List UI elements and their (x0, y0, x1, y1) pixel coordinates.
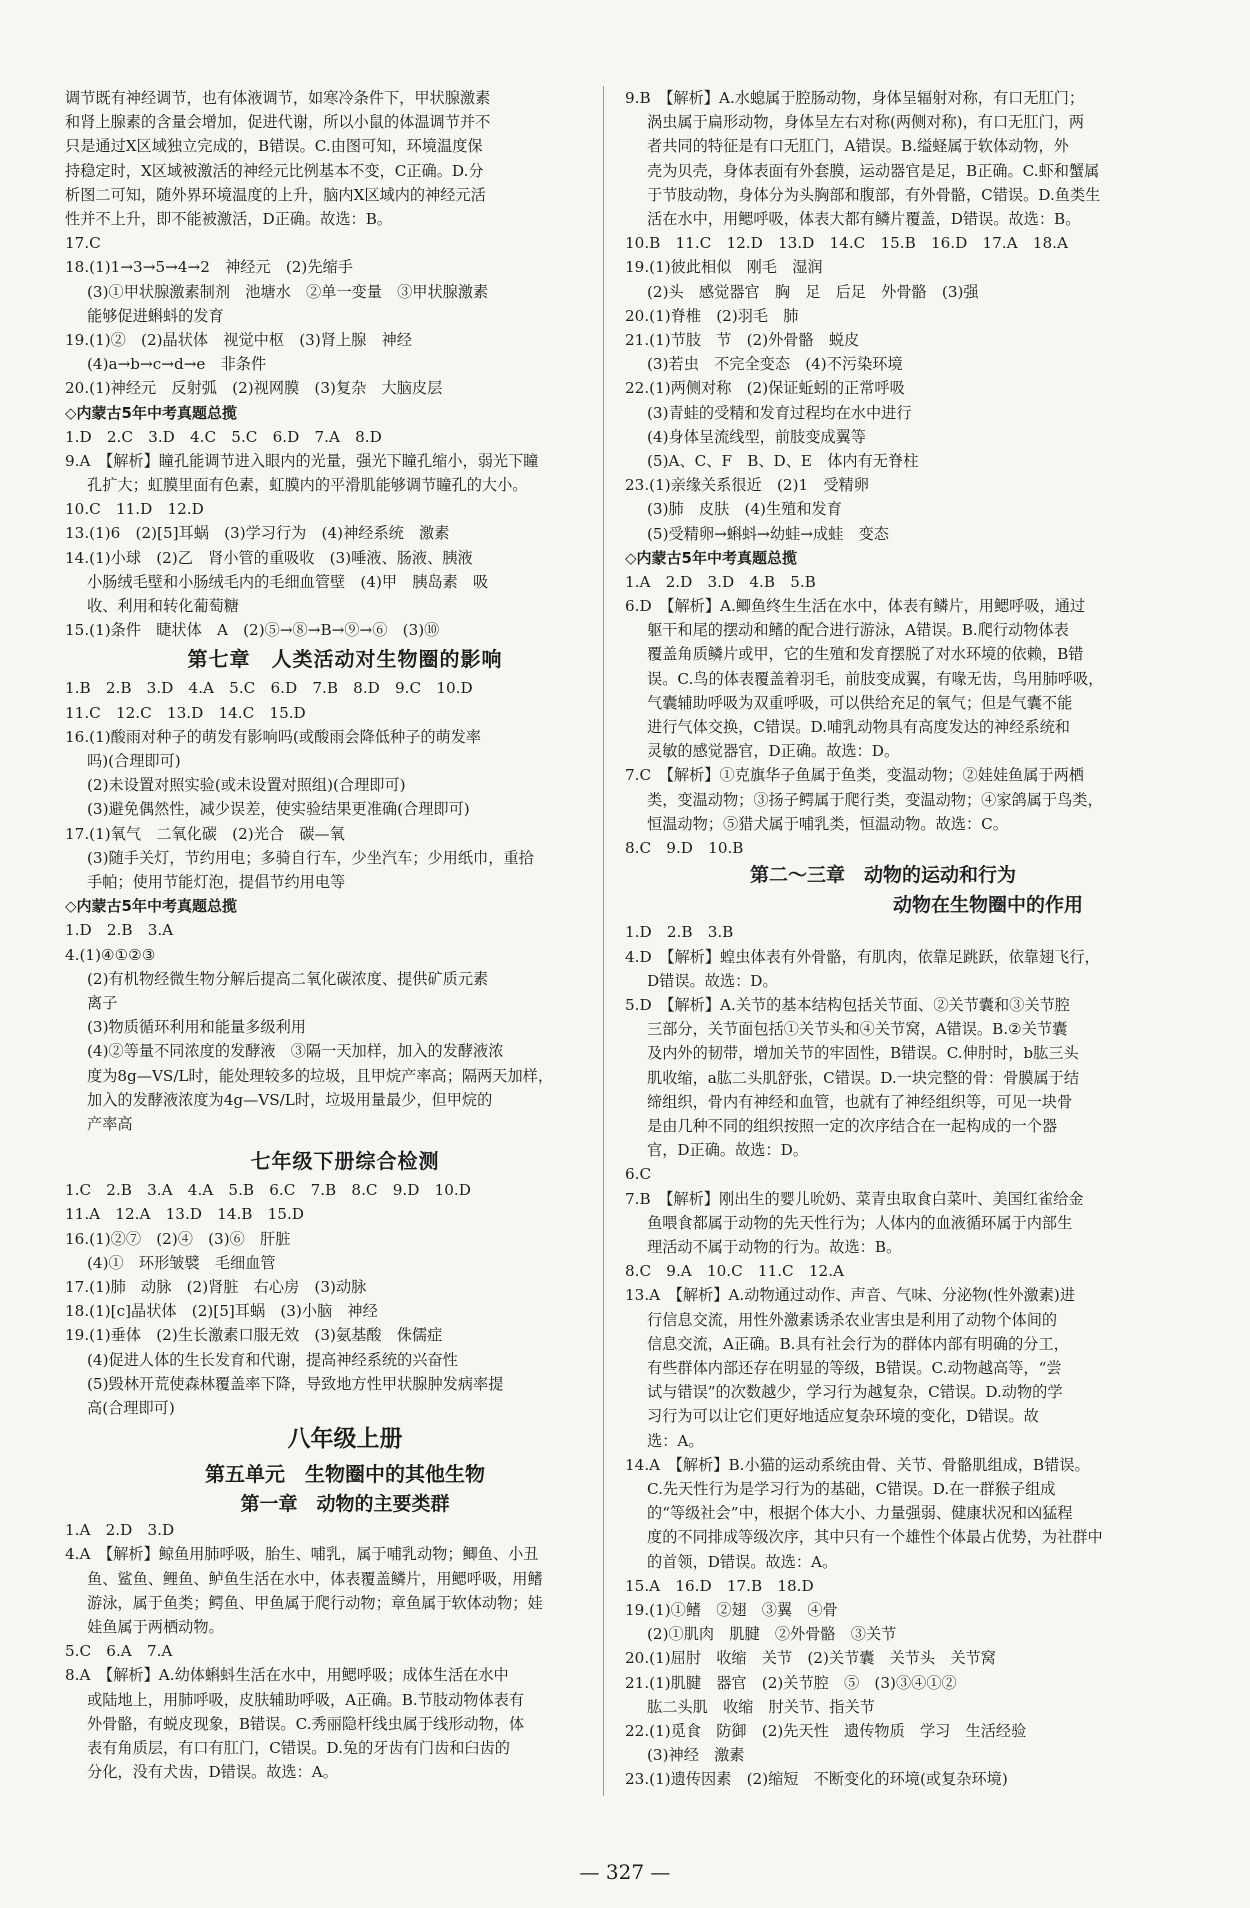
answer-line-indented: 高(合理即可) (87, 1398, 175, 1417)
answer-line-indented: (4)②等量不同浓度的发酵液 ③隔一天加样，加入的发酵液浓 (87, 1042, 504, 1061)
answer-line: 1.B 2.B 3.D 4.A 5.C 6.D 7.B 8.D 9.C 10.D (65, 679, 473, 698)
answer-line: 1.C 2.B 3.A 4.A 5.B 6.C 7.B 8.C 9.D 10.D (65, 1181, 471, 1200)
answer-column-right (625, 86, 1185, 1792)
answer-line-indented: 离子 (87, 993, 118, 1012)
answer-line: 19.(1)彼此相似 刚毛 湿润 (625, 258, 823, 277)
answer-line: 6.C (625, 1165, 652, 1184)
answer-line-indented: (4)a→b→c→d→e 非条件 (87, 355, 267, 374)
answer-line: 20.(1)屈肘 收缩 关节 (2)关节囊 关节头 关节窝 (625, 1649, 996, 1668)
answer-line-indented: 分化，没有犬齿，D错误。故选：A。 (87, 1763, 338, 1782)
answer-line-indented: 手帕；使用节能灯泡，提倡节约用电等 (87, 873, 346, 892)
answer-line: 11.A 12.A 13.D 14.B 15.D (65, 1205, 304, 1224)
answer-line: 只是通过X区域独立完成的，B错误。C.由图可知，环境温度保 (65, 137, 483, 156)
answer-line: 5.C 6.A 7.A (65, 1642, 173, 1661)
answer-line: 22.(1)两侧对称 (2)保证蚯蚓的正常呼吸 (625, 379, 905, 398)
answer-line: 17.(1)氧气 二氧化碳 (2)光合 碳—氧 (65, 824, 345, 843)
chapter-heading: 七年级下册综合检测 (250, 1149, 440, 1174)
answer-line: 8.C 9.A 10.C 11.C 12.A (625, 1262, 844, 1281)
answer-line: 20.(1)神经元 反射弧 (2)视网膜 (3)复杂 大脑皮层 (65, 379, 443, 398)
answer-line-indented: (3)肺 皮肤 (4)生殖和发育 (647, 500, 842, 519)
answer-line-indented: 恒温动物；⑤猎犬属于哺乳类，恒温动物。故选：C。 (647, 814, 1008, 833)
answer-line-indented: 加入的发酵液浓度为4g—VS/L时，垃圾用量最少，但甲烷的 (87, 1090, 493, 1109)
answer-line: 23.(1)遗传因素 (2)缩短 不断变化的环境(或复杂环境) (625, 1770, 1008, 1789)
answer-line-indented: 孔扩大；虹膜里面有色素，虹膜内的平滑肌能够调节瞳孔的大小。 (87, 476, 528, 495)
answer-line: 和肾上腺素的含量会增加，促进代谢，所以小鼠的体温调节并不 (65, 113, 491, 132)
answer-line-indented: 类，变温动物；③扬子鳄属于爬行类，变温动物；④家鸽属于鸟类， (647, 790, 1103, 809)
answer-line-indented: (4)身体呈流线型，前肢变成翼等 (647, 427, 866, 446)
answer-line-indented: 于节肢动物，身体分为头胸部和腹部，有外骨骼，C错误。D.鱼类生 (647, 185, 1101, 204)
answer-line: 性并不上升，即不能被激活，D正确。故选：B。 (65, 210, 393, 229)
answer-line: 20.(1)脊椎 (2)羽毛 肺 (625, 306, 799, 325)
answer-line-indented: 理活动不属于动物的行为。故选：B。 (647, 1237, 902, 1256)
answer-line-indented: 及内外的韧带，增加关节的牢固性，B错误。C.伸肘时，b肱三头 (647, 1044, 1079, 1063)
answer-line-indented: (2)未设置对照实验(或未设置对照组)(合理即可) (87, 776, 406, 795)
exam-section-heading: ◇内蒙古5年中考真题总揽 (65, 403, 237, 422)
answer-line-indented: C.先天性行为是学习行为的基础，C错误。D.在一群猴子组成 (647, 1479, 1056, 1498)
answer-line: 6.D 【解析】A.鲫鱼终生生活在水中，体表有鳞片，用鳃呼吸，通过 (625, 597, 1086, 616)
column-divider (603, 86, 604, 1796)
chapter-heading: 第二～三章 动物的运动和行为 (750, 864, 1017, 887)
answer-line: 10.B 11.C 12.D 13.D 14.C 15.B 16.D 17.A 18.A (625, 234, 1068, 253)
answer-line-indented: 度为8g—VS/L时，能处理较多的垃圾，且甲烷产率高；隔两天加样， (87, 1066, 554, 1085)
answer-line: 7.C 【解析】①克旗华子鱼属于鱼类，变温动物；②娃娃鱼属于两栖 (625, 766, 1084, 785)
answer-line: 19.(1)② (2)晶状体 视觉中枢 (3)肾上腺 神经 (65, 331, 412, 350)
answer-line-indented: 误。C.鸟的体表覆盖着羽毛，前肢变成翼，有喙无齿，鸟用肺呼吸， (647, 669, 1104, 688)
answer-line-indented: (5)毁林开荒使森林覆盖率下降，导致地方性甲状腺肿发病率提 (87, 1374, 504, 1393)
answer-line: 8.A 【解析】A.幼体蝌蚪生活在水中，用鳃呼吸；成体生活在水中 (65, 1666, 509, 1685)
answer-line-indented: 三部分，关节面包括①关节头和④关节窝，A错误。B.②关节囊 (647, 1020, 1068, 1039)
spacer (65, 1136, 625, 1144)
answer-line: 5.D 【解析】A.关节的基本结构包括关节面、②关节囊和③关节腔 (625, 995, 1070, 1014)
answer-line: 21.(1)肌腱 器官 (2)关节腔 ⑤ (3)③④①② (625, 1673, 957, 1692)
answer-line-indented: 肱二头肌 收缩 肘关节、指关节 (647, 1697, 875, 1716)
answer-line-indented: 灵敏的感觉器官，D正确。故选：D。 (647, 742, 900, 761)
answer-line-indented: 或陆地上，用肺呼吸，皮肤辅助呼吸，A正确。B.节肢动物体表有 (87, 1690, 525, 1709)
chapter-subheading: 第一章 动物的主要类群 (240, 1493, 450, 1516)
answer-line-indented: 表有角质层，有口有肛门，C错误。D.兔的牙齿有门齿和臼齿的 (87, 1738, 510, 1757)
answer-line: 22.(1)觅食 防御 (2)先天性 遗传物质 学习 生活经验 (625, 1722, 1027, 1740)
answer-line-indented: 选：A。 (647, 1431, 704, 1450)
answer-line: 15.A 16.D 17.B 18.D (625, 1576, 814, 1595)
answer-line-indented: 度的不同排成等级次序，其中只有一个雄性个体最占优势，为社群中 (647, 1528, 1103, 1547)
answer-line: 18.(1)[c]晶状体 (2)[5]耳蜗 (3)小脑 神经 (65, 1302, 378, 1321)
answer-line: 1.A 2.D 3.D 4.B 5.B (625, 572, 816, 591)
answer-line-indented: 气囊辅助呼吸为双重呼吸，可以供给充足的氧气；但是气囊不能 (647, 693, 1073, 712)
answer-line-indented: 习行为可以让它们更好地适应复杂环境的变化，D错误。故 (647, 1407, 1039, 1426)
answer-line-indented: 有些群体内部还存在明显的等级，B错误。C.动物越高等，“尝 (647, 1358, 1062, 1377)
answer-line-indented: 收、利用和转化葡萄糖 (87, 597, 239, 616)
answer-line: 19.(1)垂体 (2)生长激素口服无效 (3)氨基酸 侏儒症 (65, 1326, 443, 1345)
answer-line: 13.A 【解析】A.动物通过动作、声音、气味、分泌物(性外激素)进 (625, 1286, 1076, 1305)
answer-line: 4.D 【解析】蝗虫体表有外骨骼，有肌肉，依靠足跳跃，依靠翅飞行， (625, 947, 1100, 966)
answer-line: 1.D 2.C 3.D 4.C 5.C 6.D 7.A 8.D (65, 427, 382, 446)
answer-line-indented: D错误。故选：D。 (647, 971, 778, 990)
answer-line-indented: 鱼、鲨鱼、鲤鱼、鲈鱼生活在水中，体表覆盖鳞片，用鳃呼吸，用鳍 (87, 1569, 543, 1588)
answer-line-indented: (2)有机物经微生物分解后提高二氧化碳浓度、提供矿质元素 (87, 969, 489, 988)
answer-line: 16.(1)②⑦ (2)④ (3)⑥ 肝脏 (65, 1229, 291, 1248)
grade-heading: 八年级上册 (287, 1426, 403, 1453)
answer-line: 13.(1)6 (2)[5]耳蜗 (3)学习行为 (4)神经系统 激素 (65, 524, 450, 543)
answer-line: 9.A 【解析】瞳孔能调节进入眼内的光量，强光下瞳孔缩小，弱光下瞳 (65, 451, 539, 470)
answer-line-indented: (2)头 感觉器官 胸 足 后足 外骨骼 (3)强 (647, 282, 979, 301)
answer-line-indented: 的“等级社会”中，根据个体大小、力量强弱、健康状况和凶猛程 (647, 1504, 1073, 1523)
chapter-heading: 动物在生物圈中的作用 (893, 894, 1084, 917)
answer-line-indented: 吗)(合理即可) (87, 752, 181, 771)
answer-line: 15.(1)条件 睫状体 A (2)⑤→⑧→B→⑨→⑥ (3)⑩ (65, 621, 440, 640)
answer-line: 4.(1)④①②③ (65, 945, 156, 964)
answer-line-indented: (4)促进人体的生长发育和代谢，提高神经系统的兴奋性 (87, 1350, 458, 1369)
answer-line-indented: 缔组织，骨内有神经和血管，也就有了神经组织等，可见一块骨 (647, 1092, 1073, 1111)
answer-line-indented: (3)若虫 不完全变态 (4)不污染环境 (647, 355, 903, 374)
answer-line-indented: 官，D正确。故选：D。 (647, 1141, 809, 1160)
exam-section-heading: ◇内蒙古5年中考真题总揽 (65, 897, 237, 916)
answer-line: 19.(1)①鳍 ②翅 ③翼 ④骨 (625, 1600, 838, 1619)
answer-line-indented: (5)A、C、F B、D、E 体内有无脊柱 (647, 452, 919, 471)
answer-line: 16.(1)酸雨对种子的萌发有影响吗(或酸雨会降低种子的萌发率 (65, 727, 482, 746)
answer-line: 9.B 【解析】A.水螅属于腔肠动物，身体呈辐射对称，有口无肛门； (625, 89, 1085, 107)
answer-line-indented: 娃鱼属于两栖动物。 (87, 1617, 224, 1636)
answer-line-indented: (3)神经 激素 (647, 1746, 745, 1765)
answer-line-indented: 涡虫属于扁形动物，身体呈左右对称(两侧对称)，有口无肛门，两 (647, 113, 1085, 132)
exam-section-heading: ◇内蒙古5年中考真题总揽 (625, 548, 797, 567)
answer-line: 1.A 2.D 3.D (65, 1521, 175, 1540)
answer-line: 调节既有神经调节，也有体液调节，如寒冷条件下，甲状腺激素 (65, 89, 491, 107)
unit-heading: 第五单元 生物圈中的其他生物 (205, 1462, 485, 1487)
answer-line-indented: 是由几种不同的组织按照一定的次序结合在一起构成的一个器 (647, 1116, 1058, 1135)
answer-line: 1.D 2.B 3.A (65, 921, 174, 940)
answer-line-indented: (3)青蛙的受精和发育过程均在水中进行 (647, 403, 912, 422)
answer-line-indented: (5)受精卵→蝌蚪→幼蛙→成蛙 变态 (647, 524, 889, 543)
answer-line-indented: 者共同的特征是有口无肛门，A错误。B.缢蛏属于软体动物，外 (647, 137, 1069, 156)
answer-line-indented: 肌收缩，a肱二头肌舒张，C错误。D.一块完整的骨：骨膜属于结 (647, 1068, 1080, 1087)
answer-line: 持稳定时，X区域被激活的神经元比例基本不变，C正确。D.分 (65, 161, 484, 180)
answer-line-indented: 鱼喂食都属于动物的先天性行为；人体内的血液循环属于内部生 (647, 1213, 1073, 1232)
page-number: — 327 — (579, 1860, 671, 1884)
answer-line-indented: 外骨骼，有蜕皮现象，B错误。C.秀丽隐杆线虫属于线形动物，体 (87, 1714, 525, 1733)
answer-line: 析图二可知，随外界环境温度的上升，脑内X区域内的神经元活 (65, 185, 486, 204)
answer-line: 18.(1)1→3→5→4→2 神经元 (2)先缩手 (65, 258, 353, 277)
answer-line-indented: 试与错误”的次数越少，学习行为越复杂，C错误。D.动物的学 (647, 1383, 1063, 1402)
answer-line-indented: (2)①肌肉 肌腱 ②外骨骼 ③关节 (647, 1625, 897, 1644)
chapter-heading: 第七章 人类活动对生物圈的影响 (187, 647, 503, 672)
answer-line: 10.C 11.D 12.D (65, 500, 204, 519)
answer-line-indented: (3)避免偶然性，减少误差，使实验结果更准确(合理即可) (87, 800, 470, 819)
answer-line: 4.A 【解析】鲸鱼用肺呼吸，胎生、哺乳，属于哺乳动物；鲫鱼、小丑 (65, 1545, 539, 1564)
answer-line-indented: 覆盖角质鳞片或甲，它的生殖和发育摆脱了对水环境的依赖，B错 (647, 645, 1084, 664)
answer-line: 1.D 2.B 3.B (625, 923, 734, 942)
answer-line: 14.A 【解析】B.小猫的运动系统由骨、关节、骨骼肌组成，B错误。 (625, 1455, 1090, 1474)
answer-line-indented: 信息交流，A正确。B.具有社会行为的群体内部有明确的分工， (647, 1334, 1069, 1353)
answer-line-indented: 能够促进蝌蚪的发育 (87, 306, 224, 325)
answer-line: 21.(1)节肢 节 (2)外骨骼 蜕皮 (625, 331, 860, 350)
answer-line-indented: 行信息交流，用性外激素诱杀农业害虫是利用了动物个体间的 (647, 1310, 1058, 1329)
answer-line-indented: 游泳，属于鱼类；鳄鱼、甲鱼属于爬行动物；章鱼属于软体动物；娃 (87, 1593, 543, 1612)
answer-line-indented: (3)①甲状腺激素制剂 池塘水 ②单一变量 ③甲状腺激素 (87, 282, 489, 301)
answer-line-indented: 小肠绒毛壁和小肠绒毛内的毛细血管壁 (4)甲 胰岛素 吸 (87, 572, 489, 591)
answer-line: 14.(1)小球 (2)乙 肾小管的重吸收 (3)唾液、肠液、胰液 (65, 548, 473, 567)
answer-line-indented: 壳为贝壳，身体表面有外套膜，运动器官是足，B正确。C.虾和蟹属 (647, 161, 1100, 180)
answer-line-indented: 产率高 (87, 1114, 133, 1133)
answer-line-indented: 活在水中，用鳃呼吸，体表大都有鳞片覆盖，D错误。故选：B。 (647, 210, 1081, 229)
answer-line-indented: (3)随手关灯，节约用电；多骑自行车，少坐汽车；少用纸巾，重拾 (87, 848, 534, 867)
answer-line-indented: (4)① 环形皱襞 毛细血管 (87, 1253, 276, 1272)
answer-line-indented: 进行气体交换，C错误。D.哺乳动物具有高度发达的神经系统和 (647, 718, 1070, 737)
answer-line: 7.B 【解析】刚出生的婴儿吮奶、菜青虫取食白菜叶、美国红雀给金 (625, 1189, 1084, 1208)
answer-line: 17.(1)肺 动脉 (2)肾脏 右心房 (3)动脉 (65, 1277, 367, 1296)
answer-column-left (65, 86, 625, 1784)
answer-line: 17.C (65, 234, 101, 253)
answer-line-indented: 的首领，D错误。故选：A。 (647, 1552, 838, 1571)
answer-line-indented: (3)物质循环利用和能量多级利用 (87, 1018, 306, 1037)
answer-line: 23.(1)亲缘关系很近 (2)1 受精卵 (625, 476, 869, 495)
answer-line: 8.C 9.D 10.B (625, 839, 744, 858)
answer-line: 11.C 12.C 13.D 14.C 15.D (65, 703, 306, 722)
answer-line-indented: 躯干和尾的摆动和鳍的配合进行游泳，A错误。B.爬行动物体表 (647, 621, 1069, 640)
